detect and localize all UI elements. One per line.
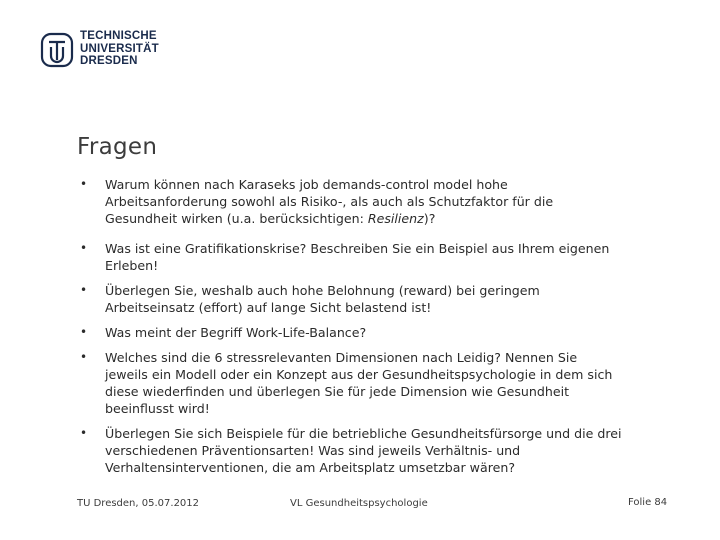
item-line: Verhaltensinterventionen, die am Arbeitsplatz umsetzbar wären? <box>105 460 516 475</box>
item-line: beeinflusst wird! <box>105 401 210 416</box>
item-line: Arbeitsanforderung sowohl als Risiko-, als auch als Schutzfaktor für die <box>105 194 554 209</box>
list-item <box>77 176 687 227</box>
university-emblem-icon <box>40 32 74 68</box>
bullet-marker: • <box>80 350 88 364</box>
item-line: diese wiederfinden und überlegen Sie für jede Dimension wie Gesundheit <box>105 384 570 399</box>
item-line: Was ist eine Gratifikationskrise? Beschreiben Sie ein Beispiel aus Ihrem eigenen <box>105 241 610 256</box>
item-line: verschiedenen Präventionsarten! Was sind jeweils Verhältnis- und <box>105 443 521 458</box>
footer-date: TU Dresden, 05.07.2012 <box>77 498 200 509</box>
bullet-marker: • <box>80 426 88 440</box>
tu-dresden-logo <box>40 30 170 72</box>
bullet-marker: • <box>80 325 88 339</box>
item-line: Erleben! <box>105 258 159 273</box>
slide-title: Fragen <box>77 134 158 160</box>
footer-course: VL Gesundheitspsychologie <box>290 498 428 509</box>
item-line: Welches sind die 6 stressrelevanten Dimensionen nach Leidig? Nennen Sie <box>105 350 578 365</box>
item-line: Was meint der Begriff Work-Life-Balance? <box>105 325 367 340</box>
list-item <box>77 324 687 341</box>
item-line <box>105 210 687 227</box>
bullet-marker: • <box>80 283 88 297</box>
logo-line: TECHNISCHE <box>80 30 157 42</box>
item-line: Überlegen Sie sich Beispiele für die betriebliche Gesundheitsfürsorge und die drei <box>105 426 622 441</box>
bullet-marker: • <box>80 177 88 191</box>
list-item <box>77 240 687 274</box>
item-text: Gesundheit wirken (u.a. berücksichtigen: <box>105 211 368 226</box>
emphasized-term: Resilienz <box>367 211 424 226</box>
list-item <box>77 282 687 316</box>
list-item <box>77 425 687 476</box>
item-line: Warum können nach Karaseks job demands-control model hohe <box>105 177 508 192</box>
question-list <box>77 176 687 476</box>
item-line: jeweils ein Modell oder ein Konzept aus der Gesundheitspsychologie in dem sich <box>105 367 613 382</box>
bullet-marker: • <box>80 241 88 255</box>
item-line: Überlegen Sie, weshalb auch hohe Belohnung (reward) bei geringem <box>105 283 540 298</box>
item-text: )? <box>423 211 436 226</box>
logo-line: DRESDEN <box>80 55 138 67</box>
slide-number: Folie 84 <box>628 497 668 508</box>
list-item <box>77 349 687 417</box>
logo-line: UNIVERSITÄT <box>80 42 159 55</box>
logo-wordmark <box>80 30 159 68</box>
item-line: Arbeitseinsatz (effort) auf lange Sicht belastend ist! <box>105 300 432 315</box>
